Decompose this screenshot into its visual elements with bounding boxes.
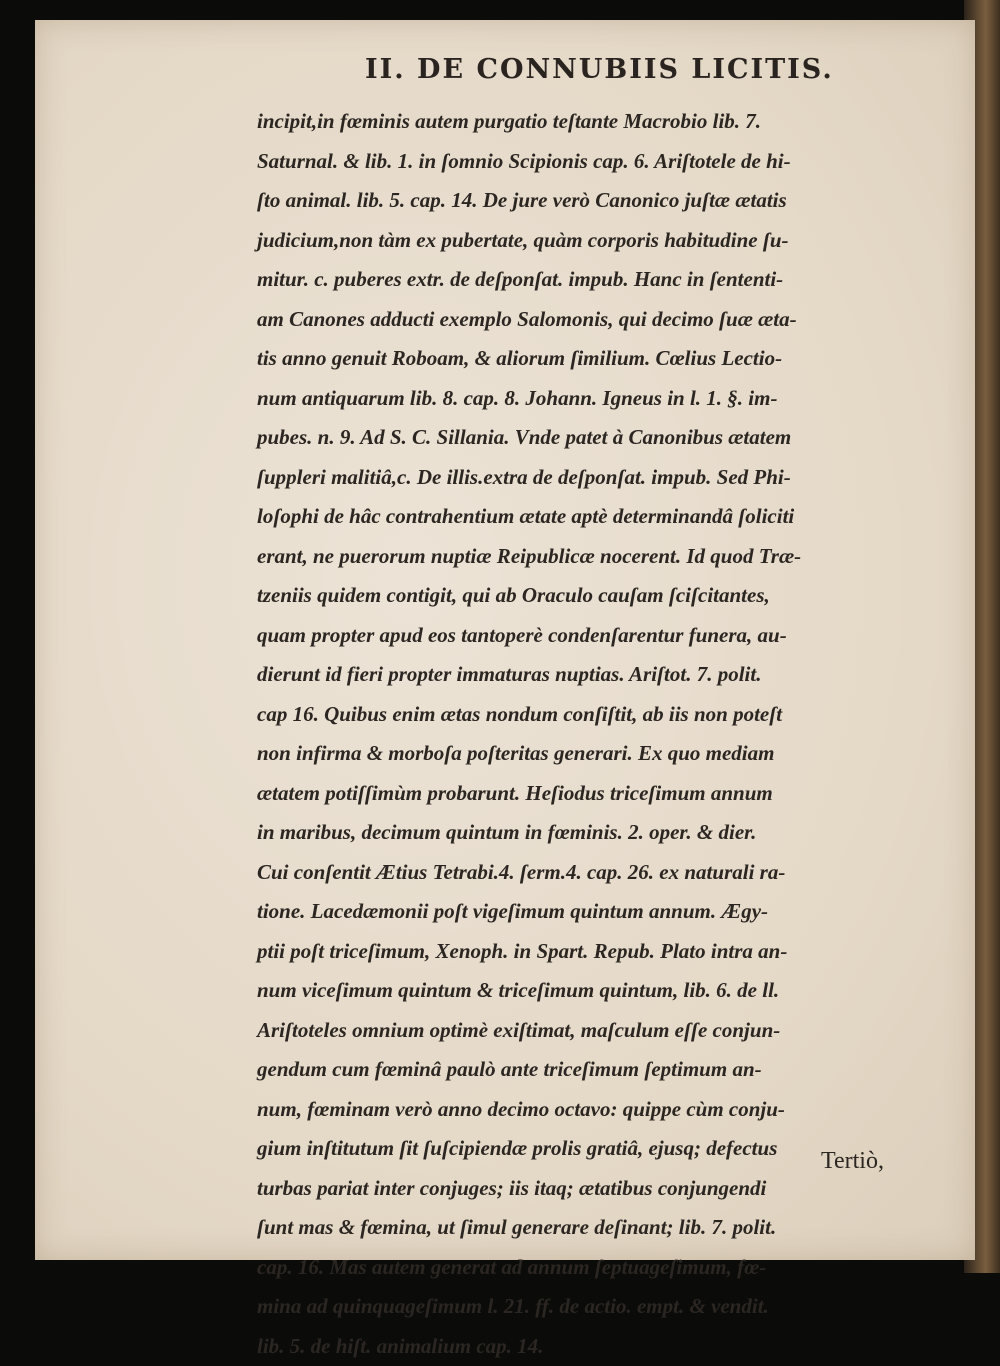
text-line: gendum cum fœminâ paulò ante triceſimum ſeptimum an- xyxy=(257,1050,967,1090)
text-line: judicium,non tàm ex pubertate, quàm corporis habitudine ſu- xyxy=(257,221,967,261)
text-line: mina ad quinquageſimum l. 21. ff. de actio. empt. & vendit. xyxy=(257,1287,967,1327)
text-line: non infirma & morboſa poſteritas generari. Ex quo mediam xyxy=(257,734,967,774)
text-line: erant, ne puerorum nuptiæ Reipublicæ nocerent. Id quod Træ- xyxy=(257,537,967,577)
text-line: cap. 16. Mas autem generat ad annum ſeptuageſimum, fœ- xyxy=(257,1248,967,1288)
text-line: num viceſimum quintum & triceſimum quintum, lib. 6. de ll. xyxy=(257,971,967,1011)
text-line: cap 16. Quibus enim ætas nondum conſiſtit, ab iis non poteſt xyxy=(257,695,967,735)
text-line: dierunt id fieri propter immaturas nuptias. Ariſtot. 7. polit. xyxy=(257,655,967,695)
text-line: num antiquarum lib. 8. cap. 8. Johann. Igneus in l. 1. §. im- xyxy=(257,379,967,419)
text-line: ptii poſt triceſimum, Xenoph. in Spart. Repub. Plato intra an- xyxy=(257,932,967,972)
book-page xyxy=(35,20,975,1260)
running-header: II. DE CONNUBIIS LICITIS. xyxy=(365,54,845,85)
catchword: Tertiò, xyxy=(821,1148,884,1175)
text-line: turbas pariat inter conjuges; iis itaq; ætatibus conjungendi xyxy=(257,1169,967,1209)
body-text xyxy=(257,102,967,1366)
text-line: tione. Lacedæmonii poſt vigeſimum quintum annum. Ægy- xyxy=(257,892,967,932)
text-line: Ariſtoteles omnium optimè exiſtimat, maſculum eſſe conjun- xyxy=(257,1011,967,1051)
text-line: Cui conſentit Ætius Tetrabi.4. ſerm.4. cap. 26. ex naturali ra- xyxy=(257,853,967,893)
text-line: incipit,in fœminis autem purgatio teſtante Macrobio lib. 7. xyxy=(257,102,967,142)
text-line: in maribus, decimum quintum in fœminis. 2. oper. & dier. xyxy=(257,813,967,853)
text-line: tis anno genuit Roboam, & aliorum ſimilium. Cœlius Lectio- xyxy=(257,339,967,379)
text-line: ætatem potiſſimùm probarunt. Heſiodus triceſimum annum xyxy=(257,774,967,814)
text-line: tzeniis quidem contigit, qui ab Oraculo cauſam ſciſcitantes, xyxy=(257,576,967,616)
text-line: mitur. c. puberes extr. de deſponſat. impub. Hanc in ſententi- xyxy=(257,260,967,300)
text-line: ſunt mas & fœmina, ut ſimul generare deſinant; lib. 7. polit. xyxy=(257,1208,967,1248)
text-line: Saturnal. & lib. 1. in ſomnio Scipionis cap. 6. Ariſtotele de hi- xyxy=(257,142,967,182)
text-line: loſophi de hâc contrahentium ætate aptè determinandâ ſoliciti xyxy=(257,497,967,537)
text-line: ſto animal. lib. 5. cap. 14. De jure verò Canonico juſtæ ætatis xyxy=(257,181,967,221)
text-line: gium inſtitutum ſit ſuſcipiendæ prolis gratiâ, ejusq; defectus xyxy=(257,1129,967,1169)
text-line: pubes. n. 9. Ad S. C. Sillania. Vnde patet à Canonibus ætatem xyxy=(257,418,967,458)
text-line: lib. 5. de hiſt. animalium cap. 14. xyxy=(257,1327,967,1366)
text-line: quam propter apud eos tantoperè condenſarentur funera, au- xyxy=(257,616,967,656)
text-line: num, fœminam verò anno decimo octavo: quippe cùm conju- xyxy=(257,1090,967,1130)
text-line: am Canones adducti exemplo Salomonis, qui decimo ſuæ æta- xyxy=(257,300,967,340)
text-line: ſuppleri malitiâ,c. De illis.extra de deſponſat. impub. Sed Phi- xyxy=(257,458,967,498)
